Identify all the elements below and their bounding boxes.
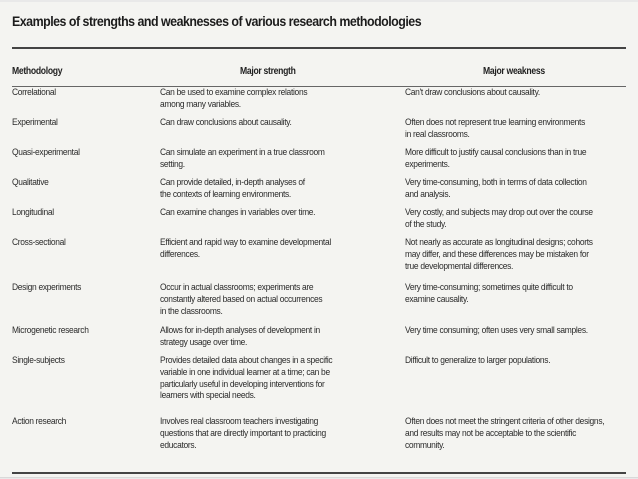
cell-weakness: Very costly, and subjects may drop out over the course of the study.	[405, 207, 593, 230]
cell-strength: Can simulate an experiment in a true classroom setting.	[160, 147, 325, 170]
table-title: Examples of strengths and weaknesses of various research methodologies	[12, 14, 422, 29]
cell-methodology: Qualitative	[12, 177, 49, 188]
cell-weakness: Very time consuming; often uses very small samples.	[405, 325, 588, 336]
cell-methodology: Quasi-experimental	[12, 147, 80, 158]
cell-weakness: Often does not meet the stringent criteria of other designs, and results may not be acceptable to the scientific community.	[405, 416, 605, 451]
cell-methodology: Correlational	[12, 87, 56, 98]
bottom-rule	[12, 472, 626, 474]
header-strength: Major strength	[240, 66, 296, 77]
cell-methodology: Single-subjects	[12, 355, 65, 366]
cell-weakness: Very time-consuming, both in terms of data collection and analysis.	[405, 177, 587, 200]
cell-methodology: Microgenetic research	[12, 325, 89, 336]
table-page	[0, 2, 638, 478]
top-rule	[12, 47, 626, 49]
cell-strength: Allows for in-depth analyses of development in strategy usage over time.	[160, 325, 320, 348]
cell-strength: Provides detailed data about changes in a specific variable in one individual learner at a time; can be particularly useful in developing interventions for learners with special needs.	[160, 355, 333, 402]
cell-weakness: Not nearly as accurate as longitudinal designs; cohorts may differ, and these differences may be mistaken for true developmental differences.	[405, 237, 593, 272]
cell-strength: Can provide detailed, in-depth analyses of the contexts of learning environments.	[160, 177, 305, 200]
cell-methodology: Longitudinal	[12, 207, 54, 218]
cell-strength: Efficient and rapid way to examine developmental differences.	[160, 237, 331, 260]
cell-strength: Can be used to examine complex relations among many variables.	[160, 87, 308, 110]
header-weakness: Major weakness	[483, 66, 545, 77]
cell-weakness: Can't draw conclusions about causality.	[405, 87, 540, 98]
cell-strength: Involves real classroom teachers investigating questions that are directly important to practicing educators.	[160, 416, 326, 451]
cell-methodology: Experimental	[12, 117, 58, 128]
cell-weakness: Difficult to generalize to larger populations.	[405, 355, 551, 366]
header-methodology: Methodology	[12, 66, 63, 77]
cell-weakness: Very time-consuming; sometimes quite difficult to examine causality.	[405, 282, 573, 305]
cell-methodology: Design experiments	[12, 282, 82, 293]
cell-strength: Can draw conclusions about causality.	[160, 117, 292, 128]
cell-methodology: Cross-sectional	[12, 237, 66, 248]
cell-weakness: More difficult to justify causal conclusions than in true experiments.	[405, 147, 587, 170]
cell-strength: Occur in actual classrooms; experiments are constantly altered based on actual occurrences in the classrooms.	[160, 282, 323, 317]
cell-methodology: Action research	[12, 416, 67, 427]
cell-weakness: Often does not represent true learning environments in real classrooms.	[405, 117, 586, 140]
cell-strength: Can examine changes in variables over time.	[160, 207, 316, 218]
